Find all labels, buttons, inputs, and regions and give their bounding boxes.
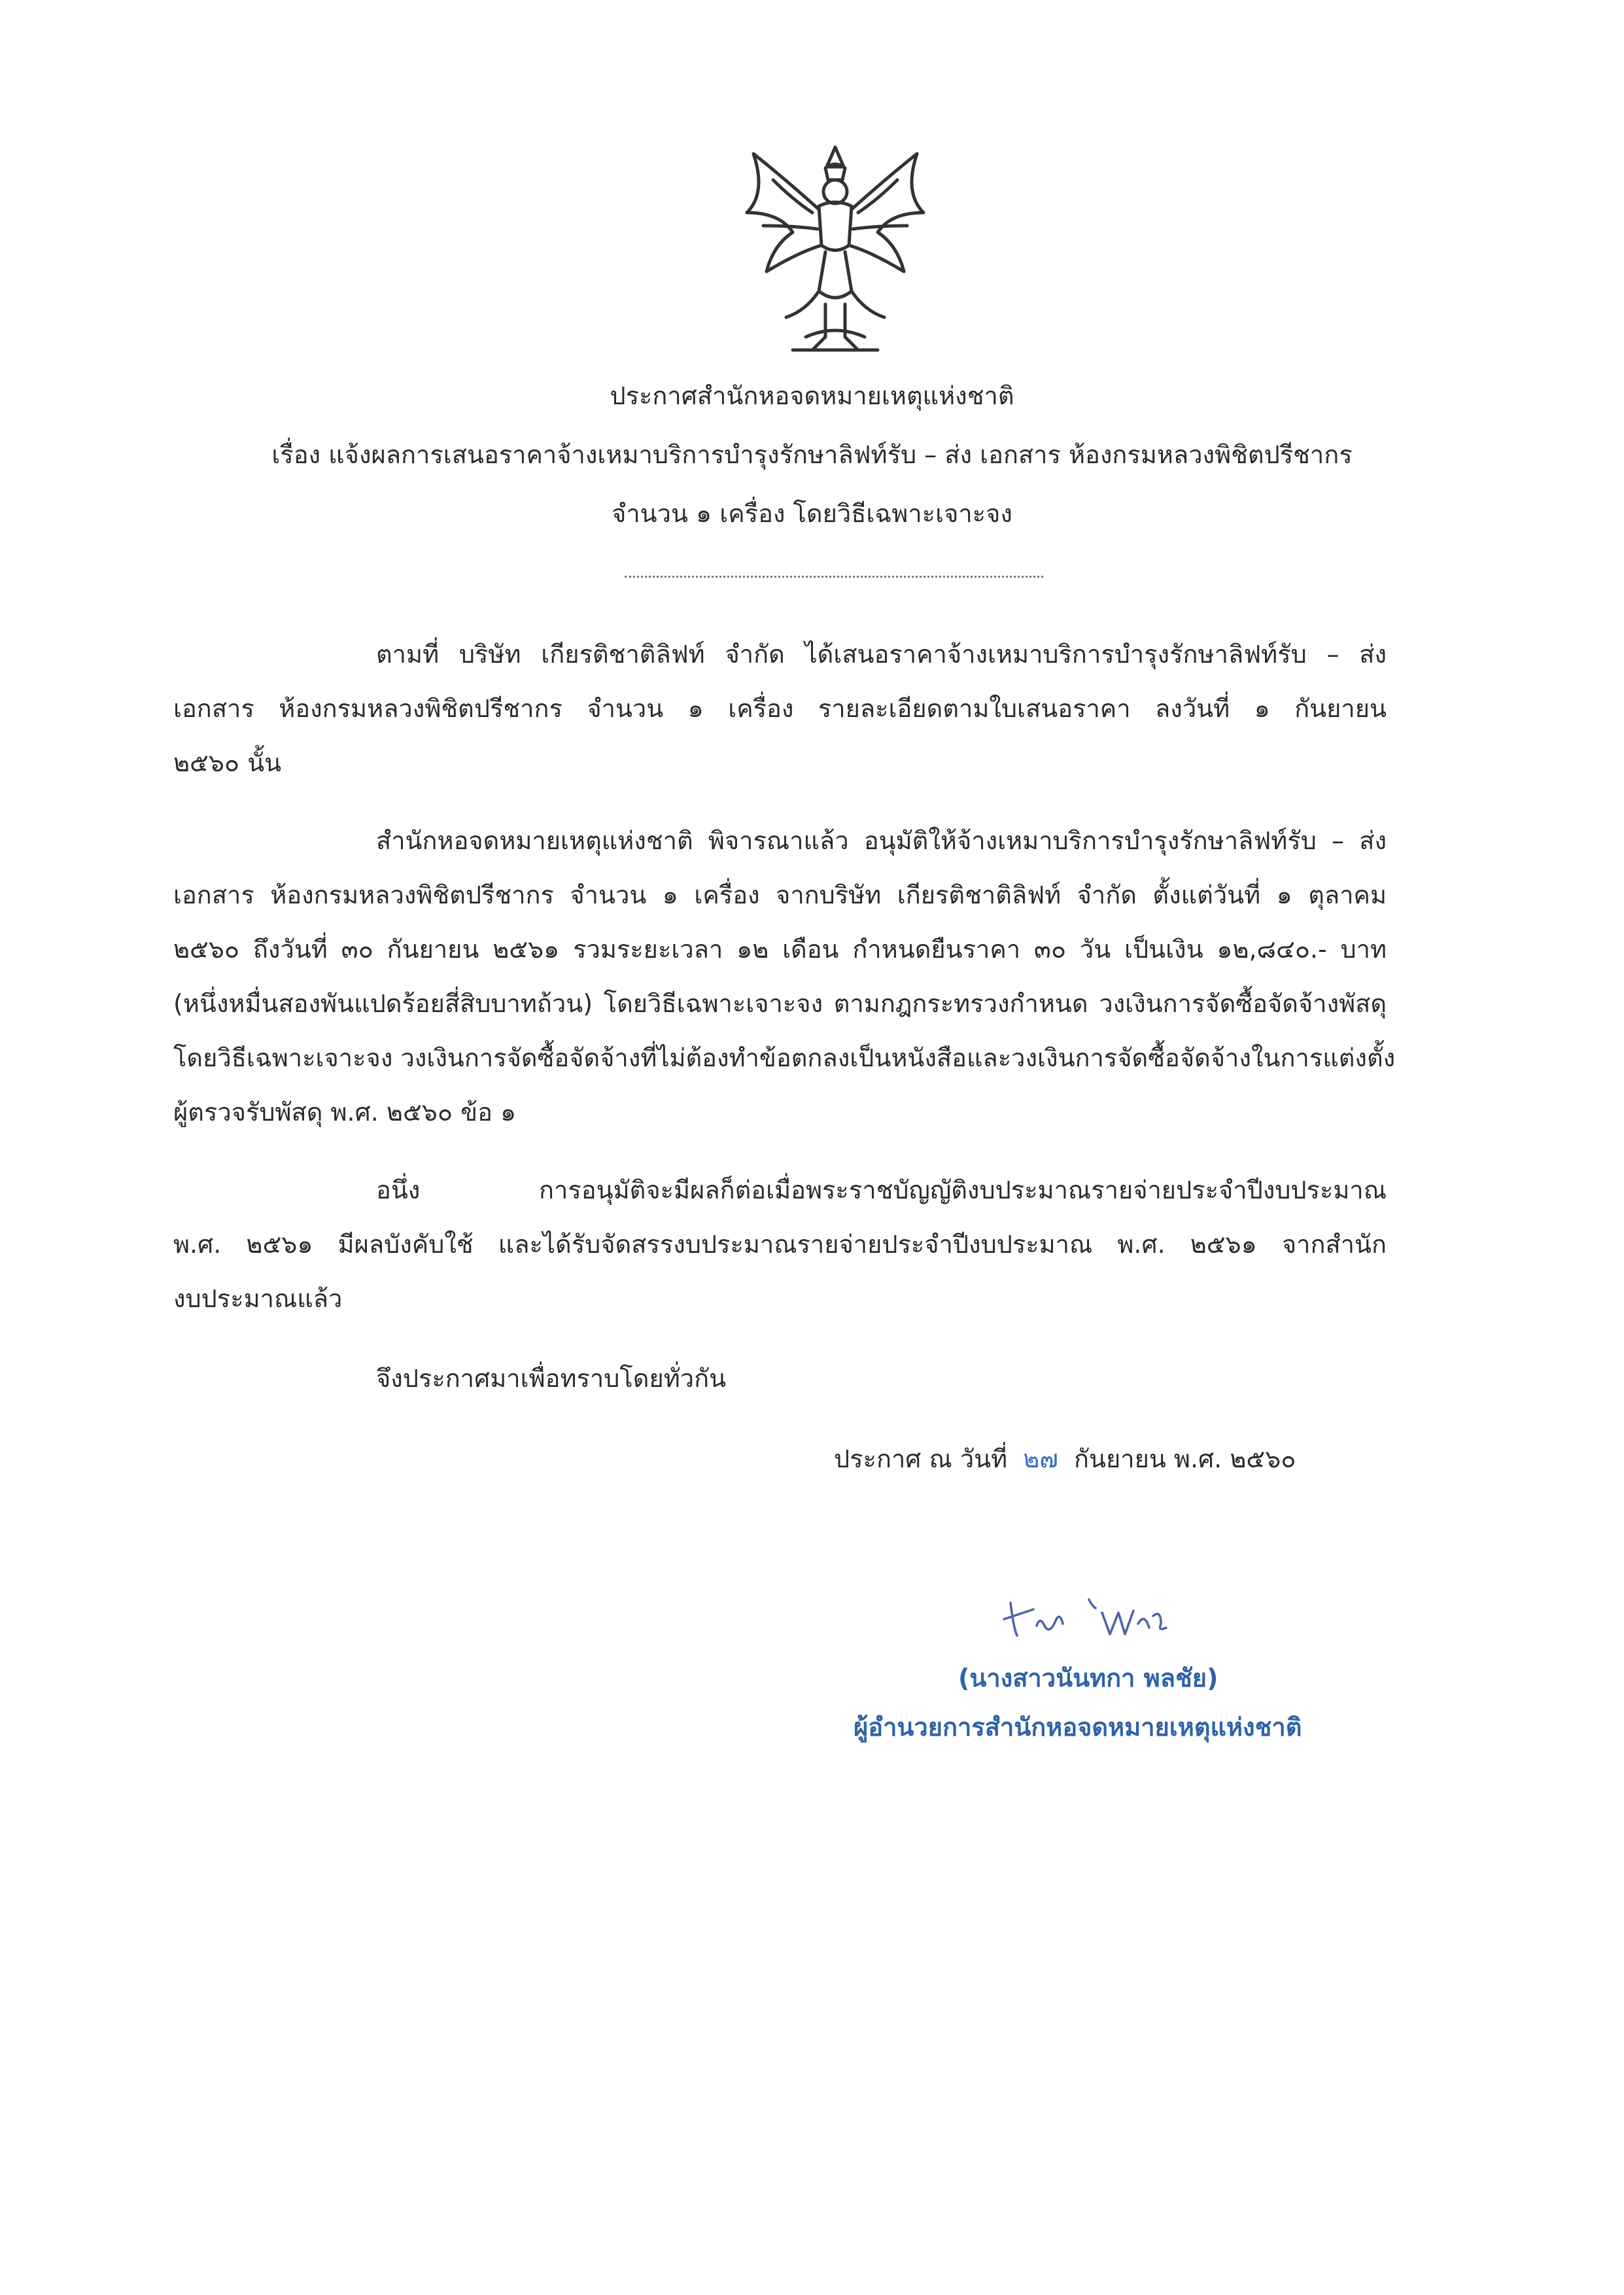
paragraph-2-line-6: ผู้ตรวจรับพัสดุ พ.ศ. ๒๕๖๐ ข้อ ๑ [173, 1098, 517, 1127]
separator-dotted-line [625, 576, 1043, 578]
signatory-name: (นางสาวนันทกา พลชัย) [958, 1664, 1218, 1692]
signatory-position: ผู้อำนวยการสำนักหอจดหมายเหตุแห่งชาติ [854, 1713, 1302, 1742]
date-prefix: ประกาศ ณ วันที่ [834, 1445, 1008, 1473]
paragraph-3-line-2: พ.ศ. ๒๕๖๑ มีผลบังคับใช้ และได้รับจัดสรรงบประมาณรายจ่ายประจำปีงบประมาณ พ.ศ. ๒๕๖๑ จากสำนัก [173, 1230, 1387, 1259]
paragraph-2-line-3: ๒๕๖๐ ถึงวันที่ ๓๐ กันยายน ๒๕๖๑ รวมระยะเวลา ๑๒ เดือน กำหนดยืนราคา ๓๐ วัน เป็นเงิน ๑๒,๘๔๐.- บาท [173, 935, 1387, 964]
subject-line-1: เรื่อง แจ้งผลการเสนอราคาจ้างเหมาบริการบำรุงรักษาลิฟท์รับ – ส่ง เอกสาร ห้องกรมหลวงพิชิตปรีชากร [271, 440, 1353, 469]
paragraph-2-line-5: โดยวิธีเฉพาะเจาะจง วงเงินการจัดซื้อจัดจ้างที่ไม่ต้องทำข้อตกลงเป็นหนังสือและวงเงินการจัดซื้อจัดจ้างในการแต่งตั้ง [173, 1043, 1396, 1072]
paragraph-2-line-2: เอกสาร ห้องกรมหลวงพิชิตปรีชากร จำนวน ๑ เครื่อง จากบริษัท เกียรติชาติลิฟท์ จำกัด ตั้งแต่วันที่ ๑ ตุลาคม [173, 881, 1387, 909]
announcement-date [834, 1439, 1296, 1479]
date-day: ๒๗ [1023, 1445, 1058, 1473]
date-suffix: กันยายน พ.ศ. ๒๕๖๐ [1074, 1445, 1296, 1473]
paragraph-2-line-4: (หนึ่งหมื่นสองพันแปดร้อยสี่สิบบาทถ้วน) โดยวิธีเฉพาะเจาะจง ตามกฎกระทรวงกำหนด วงเงินการจัดซื้อจัดจ้างพัสดุ [173, 989, 1387, 1018]
handwritten-signature [997, 1577, 1187, 1649]
paragraph-1-line-3: ๒๕๖๐ นั้น [173, 748, 282, 777]
announcement-title: ประกาศสำนักหอจดหมายเหตุแห่งชาติ [610, 381, 1014, 410]
garuda-emblem-icon [727, 141, 943, 363]
paragraph-1-line-2: เอกสาร ห้องกรมหลวงพิชิตปรีชากร จำนวน ๑ เครื่อง รายละเอียดตามใบเสนอราคา ลงวันที่ ๑ กันยายน [173, 694, 1387, 723]
paragraph-2-line-1: สำนักหอจดหมายเหตุแห่งชาติ พิจารณาแล้ว อนุมัติให้จ้างเหมาบริการบำรุงรักษาลิฟท์รับ – ส่ง [376, 826, 1387, 855]
paragraph-3-line-3: งบประมาณแล้ว [173, 1284, 343, 1313]
subject-line-2: จำนวน ๑ เครื่อง โดยวิธีเฉพาะเจาะจง [612, 499, 1012, 528]
paragraph-3-line-1: อนึ่ง การอนุมัติจะมีผลก็ต่อเมื่อพระราชบัญญัติงบประมาณรายจ่ายประจำปีงบประมาณ [376, 1176, 1387, 1204]
paragraph-1-line-1: ตามที่ บริษัท เกียรติชาติลิฟท์ จำกัด ได้เสนอราคาจ้างเหมาบริการบำรุงรักษาลิฟท์รับ – ส่ง [376, 640, 1387, 669]
closing-statement: จึงประกาศมาเพื่อทราบโดยทั่วกัน [376, 1364, 727, 1393]
